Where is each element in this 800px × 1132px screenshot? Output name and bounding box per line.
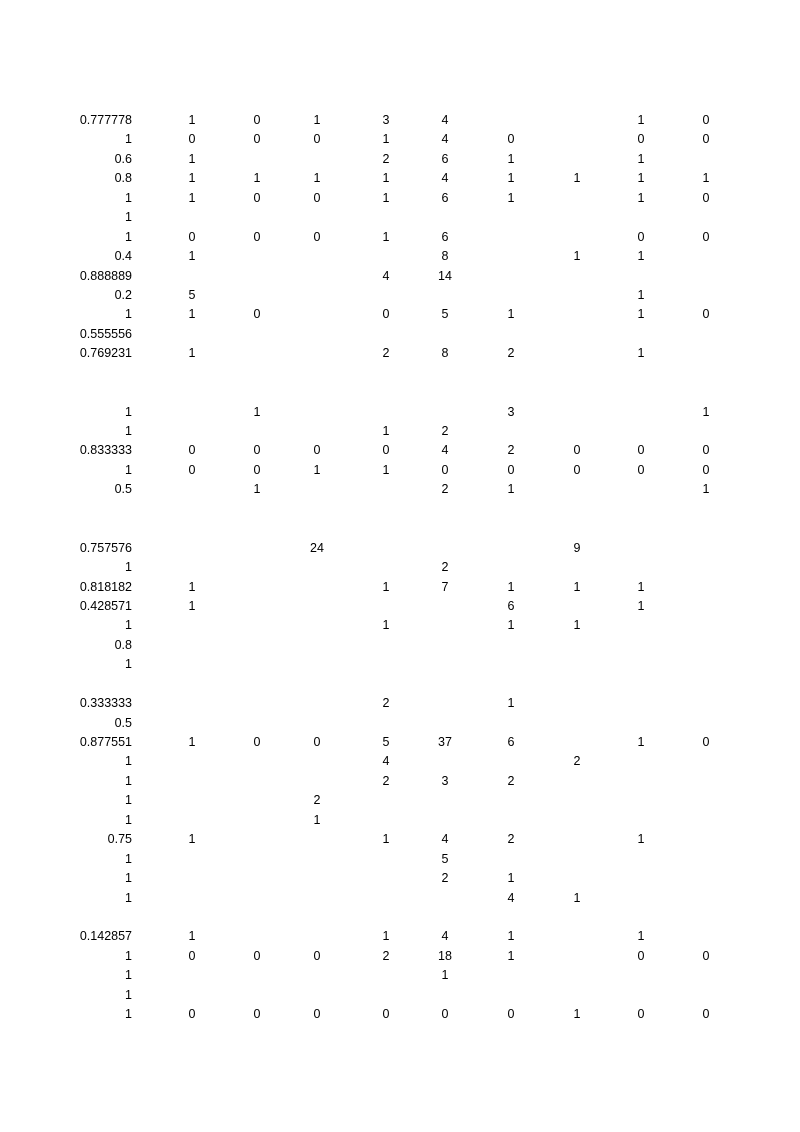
table-cell: 1: [382, 618, 390, 633]
table-row: [0, 325, 800, 344]
table-cell: 1: [637, 171, 645, 186]
table-cell: 3: [382, 113, 390, 127]
table-cell: 0: [702, 229, 710, 244]
table-cell: 1: [637, 598, 645, 613]
table-cell: 1: [573, 171, 581, 186]
table-cell: 4: [441, 443, 449, 458]
table-row: [0, 655, 800, 674]
table-cell: 0: [702, 190, 710, 205]
table-cell: 1: [637, 735, 645, 749]
table-cell: 5: [441, 307, 449, 322]
table-cell: 9: [573, 540, 581, 555]
table-cell: 1: [125, 773, 132, 788]
table-cell: 0: [253, 307, 261, 322]
table-row: [0, 733, 800, 752]
table-cell: 1: [313, 113, 321, 127]
table-row: [0, 830, 800, 849]
table-cell: 8: [441, 249, 449, 264]
table-cell: 2: [507, 443, 515, 458]
table-cell: 18: [438, 948, 452, 963]
table-cell: 0: [702, 1007, 710, 1022]
table-cell: 5: [441, 851, 449, 866]
table-row: [0, 772, 800, 791]
table-cell: 0: [313, 132, 321, 147]
table-cell: 1: [125, 462, 132, 477]
table-cell: 37: [438, 735, 452, 749]
table-row: [0, 422, 800, 441]
table-row: [0, 403, 800, 422]
table-cell: 1: [188, 735, 196, 749]
table-cell: 0: [637, 1007, 645, 1022]
table-cell: 1: [637, 929, 645, 944]
table-cell: 1: [382, 832, 390, 847]
table-cell: 2: [382, 773, 390, 788]
table-row: [0, 597, 800, 616]
table-cell: 0.555556: [79, 326, 132, 341]
table-cell: 0: [313, 735, 321, 749]
table-row: [0, 947, 800, 966]
table-cell: 1: [188, 579, 196, 594]
table-row: [0, 752, 800, 771]
table-cell: 1: [188, 171, 196, 186]
table-cell: 0.75: [107, 832, 132, 847]
table-cell: 0.2: [114, 287, 132, 302]
table-cell: 4: [441, 832, 449, 847]
table-cell: 0: [313, 948, 321, 963]
table-cell: 0: [253, 443, 261, 458]
table-cell: 0.769231: [79, 346, 132, 361]
table-cell: 1: [313, 171, 321, 186]
table-cell: 0: [188, 443, 196, 458]
table-row: [0, 694, 800, 713]
table-row: [0, 150, 800, 169]
table-row: [0, 480, 800, 499]
table-row: [0, 267, 800, 286]
table-cell: 2: [382, 948, 390, 963]
table-cell: 0: [702, 462, 710, 477]
table-row: [0, 889, 800, 908]
table-cell: 5: [188, 287, 196, 302]
table-cell: 1: [507, 190, 515, 205]
table-cell: 1: [507, 929, 515, 944]
table-cell: 1: [573, 890, 581, 905]
table-cell: 1: [637, 832, 645, 847]
table-cell: 1: [125, 307, 132, 322]
table-cell: 1: [441, 968, 449, 983]
table-cell: 1: [382, 171, 390, 186]
table-row: [0, 791, 800, 810]
table-cell: 0: [253, 1007, 261, 1022]
table-cell: 0.877551: [79, 735, 132, 749]
table-cell: 2: [507, 832, 515, 847]
table-cell: 0: [313, 229, 321, 244]
table-cell: 0: [702, 132, 710, 147]
table-cell: 1: [125, 793, 132, 808]
table-cell: 1: [382, 132, 390, 147]
table-cell: 0: [702, 307, 710, 322]
table-cell: 0: [702, 735, 710, 749]
table-row: [0, 383, 800, 402]
table-cell: 0: [188, 229, 196, 244]
table-cell: 4: [441, 132, 449, 147]
table-row: [0, 519, 800, 538]
table-cell: 1: [188, 346, 196, 361]
table-cell: 0: [702, 113, 710, 127]
table-cell: 2: [441, 482, 449, 497]
table-cell: 0: [507, 132, 515, 147]
table-cell: 1: [507, 171, 515, 186]
table-cell: 1: [253, 482, 261, 497]
table-cell: 1: [637, 579, 645, 594]
table-cell: 1: [125, 987, 132, 1002]
table-cell: 0.833333: [79, 443, 132, 458]
table-cell: 0.142857: [79, 929, 132, 944]
table-cell: 0.757576: [79, 540, 132, 555]
table-cell: 2: [441, 424, 449, 438]
table-cell: 1: [125, 948, 132, 963]
table-cell: 1: [507, 618, 515, 633]
table-cell: 0: [507, 1007, 515, 1022]
table-row: [0, 927, 800, 946]
table-cell: 0: [253, 229, 261, 244]
table-cell: 0: [637, 132, 645, 147]
table-cell: 0: [253, 190, 261, 205]
table-row: [0, 286, 800, 305]
table-cell: 2: [507, 346, 515, 361]
table-row: [0, 636, 800, 655]
table-cell: 8: [441, 346, 449, 361]
table-cell: 0: [702, 443, 710, 458]
table-cell: 0: [313, 190, 321, 205]
table-row: [0, 811, 800, 830]
table-cell: 14: [438, 268, 452, 283]
table-cell: 1: [702, 404, 710, 419]
table-cell: 1: [188, 249, 196, 264]
table-cell: 1: [507, 871, 515, 886]
table-cell: 3: [507, 404, 515, 419]
table-cell: 6: [507, 598, 515, 613]
table-cell: 1: [507, 948, 515, 963]
table-cell: 4: [441, 113, 449, 127]
table-cell: 0: [188, 132, 196, 147]
table-row: [0, 616, 800, 635]
table-cell: 4: [382, 268, 390, 283]
table-cell: 0: [441, 1007, 449, 1022]
table-cell: 6: [507, 735, 515, 749]
table-cell: 2: [382, 346, 390, 361]
table-cell: 0: [441, 462, 449, 477]
table-cell: 2: [441, 871, 449, 886]
table-cell: 1: [573, 1007, 581, 1022]
table-cell: 0: [313, 1007, 321, 1022]
table-row: [0, 539, 800, 558]
table-cell: 1: [125, 424, 132, 438]
table-cell: 6: [441, 229, 449, 244]
table-cell: 1: [125, 1007, 132, 1022]
table-cell: 1: [253, 404, 261, 419]
table-cell: 0.8: [114, 637, 132, 652]
table-cell: 1: [125, 871, 132, 886]
table-cell: 1: [573, 579, 581, 594]
table-row: [0, 869, 800, 888]
table-cell: 0.5: [114, 482, 132, 497]
table-cell: 0: [253, 735, 261, 749]
table-cell: 1: [125, 229, 132, 244]
table-cell: 0: [253, 948, 261, 963]
table-cell: 1: [188, 929, 196, 944]
table-row: [0, 228, 800, 247]
table-cell: 0.818182: [79, 579, 132, 594]
table-cell: 5: [382, 735, 390, 749]
table-row: [0, 461, 800, 480]
table-cell: 1: [507, 151, 515, 166]
table-cell: 1: [313, 462, 321, 477]
table-cell: 6: [441, 151, 449, 166]
table-cell: 4: [441, 171, 449, 186]
table-cell: 2: [441, 560, 449, 575]
table-cell: 1: [702, 482, 710, 497]
table-cell: 1: [125, 812, 132, 827]
table-cell: 0: [382, 307, 390, 322]
table-cell: 7: [441, 579, 449, 594]
table-cell: 1: [507, 482, 515, 497]
table-cell: 1: [125, 968, 132, 983]
table-cell: 6: [441, 190, 449, 205]
table-row: [0, 208, 800, 227]
table-cell: 0: [382, 443, 390, 458]
table-cell: 0: [507, 462, 515, 477]
table-cell: 4: [441, 929, 449, 944]
table-cell: 1: [188, 190, 196, 205]
table-cell: 1: [637, 287, 645, 302]
table-cell: 1: [125, 890, 132, 905]
table-cell: 1: [382, 929, 390, 944]
table-cell: 0: [702, 948, 710, 963]
table-cell: 1: [125, 754, 132, 769]
table-row: [0, 850, 800, 869]
table-cell: 1: [637, 190, 645, 205]
table-row: [0, 908, 800, 927]
table-cell: 1: [188, 598, 196, 613]
table-cell: 0.5: [114, 715, 132, 730]
table-cell: 1: [382, 190, 390, 205]
table-cell: 24: [310, 540, 324, 555]
table-cell: 0.4: [114, 249, 132, 264]
table-cell: 2: [382, 151, 390, 166]
table-cell: 0.8: [114, 171, 132, 186]
table-cell: 0: [253, 462, 261, 477]
table-cell: 1: [507, 696, 515, 711]
table-cell: 1: [125, 190, 132, 205]
table-row: [0, 578, 800, 597]
table-row: [0, 189, 800, 208]
table-cell: 1: [637, 346, 645, 361]
table-cell: 0: [188, 462, 196, 477]
table-cell: 1: [253, 171, 261, 186]
table-row: [0, 500, 800, 519]
table-cell: 0: [313, 443, 321, 458]
table-cell: 4: [507, 890, 515, 905]
table-cell: 1: [125, 657, 132, 672]
table-row: [0, 558, 800, 577]
table-cell: 1: [573, 618, 581, 633]
table-cell: 2: [313, 793, 321, 808]
table-cell: 1: [188, 113, 196, 127]
table-cell: 0: [637, 443, 645, 458]
table-row: [0, 344, 800, 363]
table-cell: 1: [507, 579, 515, 594]
table-cell: 0.6: [114, 151, 132, 166]
table-cell: 1: [637, 151, 645, 166]
table-cell: 0.428571: [79, 598, 132, 613]
table-cell: 1: [637, 249, 645, 264]
table-row: [0, 111, 800, 130]
table-cell: 2: [382, 696, 390, 711]
table-cell: 1: [188, 307, 196, 322]
table-row: [0, 714, 800, 733]
table-cell: 1: [573, 249, 581, 264]
table-cell: 1: [507, 307, 515, 322]
table-cell: 0: [253, 113, 261, 127]
table-cell: 0: [637, 229, 645, 244]
table-row: [0, 169, 800, 188]
table-row: [0, 966, 800, 985]
table-row: [0, 247, 800, 266]
table-cell: 1: [382, 462, 390, 477]
table-cell: 0.777778: [79, 113, 132, 127]
table-cell: 0: [637, 462, 645, 477]
table-row: [0, 675, 800, 694]
table-cell: 1: [702, 171, 710, 186]
table-cell: 0: [382, 1007, 390, 1022]
table-cell: 2: [507, 773, 515, 788]
table-cell: 0: [573, 443, 581, 458]
table-cell: 3: [441, 773, 449, 788]
table-cell: 4: [382, 754, 390, 769]
table-row: [0, 441, 800, 460]
table-cell: 1: [313, 812, 321, 827]
table-cell: 0: [188, 948, 196, 963]
table-cell: 1: [125, 132, 132, 147]
table-cell: 2: [573, 754, 581, 769]
table-row: [0, 130, 800, 149]
table-cell: 1: [125, 560, 132, 575]
table-cell: 1: [125, 618, 132, 633]
table-cell: 0: [573, 462, 581, 477]
table-cell: 1: [637, 307, 645, 322]
table-cell: 1: [125, 210, 132, 225]
table-cell: 1: [188, 151, 196, 166]
spreadsheet-grid: [0, 111, 800, 1025]
table-cell: 1: [125, 851, 132, 866]
table-row: [0, 1005, 800, 1024]
table-cell: 1: [382, 229, 390, 244]
table-cell: 1: [188, 832, 196, 847]
table-cell: 0: [253, 132, 261, 147]
table-cell: 1: [125, 404, 132, 419]
table-cell: 1: [382, 579, 390, 594]
table-cell: 0.333333: [79, 696, 132, 711]
table-cell: 0: [188, 1007, 196, 1022]
table-row: [0, 305, 800, 324]
table-cell: 1: [382, 424, 390, 438]
table-row: [0, 364, 800, 383]
table-row: [0, 986, 800, 1005]
table-cell: 1: [637, 113, 645, 127]
table-cell: 0: [637, 948, 645, 963]
table-cell: 0.888889: [79, 268, 132, 283]
